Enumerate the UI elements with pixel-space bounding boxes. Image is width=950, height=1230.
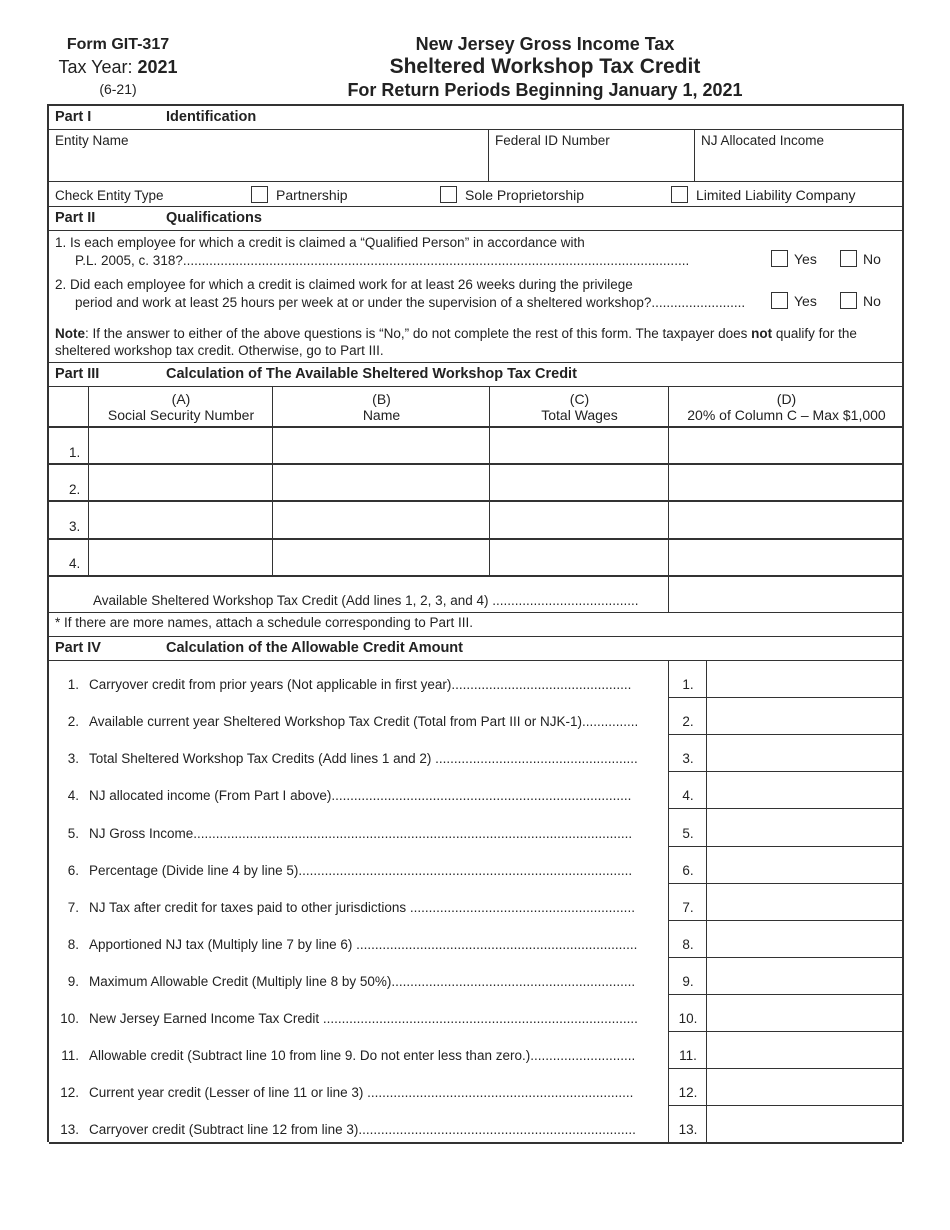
question-1-no[interactable]: No — [840, 250, 881, 267]
checkbox[interactable] — [440, 186, 457, 203]
part4-amount-field[interactable] — [708, 699, 903, 733]
part4-line-number-box: 2. — [682, 714, 694, 730]
part4-row-divider — [669, 957, 902, 958]
part4-line-number-box: 6. — [682, 862, 694, 878]
part4-line-number: 12. — [60, 1085, 79, 1101]
part4-row-divider — [669, 1068, 902, 1069]
checkbox[interactable] — [840, 292, 857, 309]
part4-line-text: Apportioned NJ tax (Multiply line 7 by line 6) ........................................................................... — [89, 936, 638, 952]
part4-amount-field[interactable] — [708, 848, 903, 882]
form-identifier — [48, 34, 188, 100]
part4-row-divider — [669, 920, 902, 921]
part4-line-number: 6. — [67, 862, 79, 878]
title-line-2: Sheltered Workshop Tax Credit — [389, 55, 701, 78]
part4-amount-field[interactable] — [708, 773, 903, 807]
part3-label: Part III — [55, 366, 100, 382]
part3-row-4: 4. — [69, 556, 81, 571]
part4-line-text: Current year credit (Lesser of line 11 or line 3) ....................................................................... — [89, 1085, 634, 1101]
question-2-no[interactable]: No — [840, 292, 881, 309]
part4-amount-field[interactable] — [708, 1033, 903, 1067]
part3-row-1: 1. — [69, 445, 81, 460]
part4-label: Part IV — [55, 640, 101, 656]
part4-line-number-box: 5. — [682, 825, 694, 841]
part4-line-text: Available current year Sheltered Workshop Tax Credit (Total from Part III or NJK-1)............... — [89, 714, 639, 730]
checkbox[interactable] — [771, 250, 788, 267]
part3-footnote: * If there are more names, attach a schedule corresponding to Part III. — [55, 615, 473, 630]
column-d-header: (D) 20% of Column C – Max $1,000 — [687, 391, 886, 423]
part4-amount-field[interactable] — [708, 736, 903, 770]
form-revision: (6-21) — [99, 81, 137, 97]
part4-line-number: 5. — [67, 825, 79, 841]
part4-line-number: 4. — [67, 788, 79, 804]
part4-row-divider — [669, 697, 902, 698]
tax-year: Tax Year: 2021 — [58, 57, 178, 77]
part4-row-divider — [669, 1105, 902, 1106]
part4-row-divider — [669, 846, 902, 847]
check-entity-type-label: Check Entity Type — [55, 188, 164, 203]
part3-total-label: Available Sheltered Workshop Tax Credit (Add lines 1, 2, 3, and 4) ....................................... — [93, 593, 639, 608]
part4-line-number: 10. — [60, 1011, 79, 1026]
part4-line-number-box: 11. — [679, 1048, 697, 1064]
part4-line-text: Carryover credit from prior years (Not applicable in first year)................................................ — [89, 677, 632, 693]
part1-heading: Identification — [166, 109, 257, 125]
part4-amount-field[interactable] — [708, 1070, 903, 1104]
question-2-line-2: period and work at least 25 hours per week at or under the supervision of a sheltered workshop?......................... — [75, 295, 746, 310]
federal-id-field[interactable]: Federal ID Number — [495, 133, 610, 148]
part4-line-number-box: 8. — [682, 936, 694, 952]
part4-amount-field[interactable] — [708, 922, 903, 956]
part3-heading: Calculation of The Available Sheltered Workshop Tax Credit — [166, 366, 577, 382]
part4-row-divider — [669, 771, 902, 772]
part4-amount-field[interactable] — [708, 662, 903, 696]
part4-line-text: Total Sheltered Workshop Tax Credits (Add lines 1 and 2) ...................................................... — [89, 751, 638, 767]
part4-line-number-box: 13. — [678, 1122, 698, 1138]
part4-line-text: Carryover credit (Subtract line 12 from line 3).......................................................................... — [89, 1122, 636, 1138]
title-line-3: For Return Periods Beginning January 1, 2021 — [347, 80, 743, 100]
checkbox[interactable] — [671, 186, 688, 203]
question-1-line-2: P.L. 2005, c. 318?....................................................................................................................................... — [75, 253, 690, 268]
part4-heading: Calculation of the Allowable Credit Amount — [166, 640, 463, 656]
part4-amount-field[interactable] — [708, 885, 903, 919]
part4-line-number-box: 4. — [682, 788, 694, 804]
form-title — [300, 34, 790, 101]
question-1-yes[interactable]: Yes — [771, 250, 817, 267]
part4-line-number-box: 12. — [678, 1085, 698, 1101]
part4-line-number: 1. — [67, 677, 79, 693]
part4-row-divider — [669, 994, 902, 995]
part2-label: Part II — [55, 210, 96, 226]
form-bottom-border — [49, 1142, 902, 1144]
part4-line-number: 8. — [67, 936, 79, 952]
question-2-line-1: 2. Did each employee for which a credit is claimed work for at least 26 weeks during the privilege — [55, 277, 633, 292]
part4-line-number: 2. — [67, 714, 79, 730]
part4-line-number-box: 10. — [678, 1011, 698, 1026]
part3-row-2: 2. — [69, 482, 81, 497]
nj-allocated-income-field[interactable]: NJ Allocated Income — [701, 133, 825, 148]
checkbox[interactable] — [771, 292, 788, 309]
part4-amount-field[interactable] — [708, 1107, 903, 1141]
entity-type-llc[interactable]: Limited Liability Company — [671, 186, 856, 203]
part3-row-3: 3. — [69, 519, 81, 534]
part4-line-number-box: 3. — [682, 751, 694, 767]
checkbox[interactable] — [251, 186, 268, 203]
part4-line-number: 7. — [67, 899, 79, 915]
part4-line-text: New Jersey Earned Income Tax Credit .................................................................................... — [89, 1011, 638, 1026]
part4-amount-field[interactable] — [708, 996, 903, 1030]
question-1-line-1: 1. Is each employee for which a credit is claimed a “Qualified Person” in accordance with — [55, 235, 585, 250]
part4-line-number: 9. — [67, 973, 79, 989]
part4-line-text: NJ Tax after credit for taxes paid to other jurisdictions ............................................................ — [89, 899, 635, 915]
part4-line-text: Maximum Allowable Credit (Multiply line 8 by 50%)................................................................. — [89, 973, 636, 989]
part4-line-text: NJ Gross Income..................................................................................................................... — [89, 825, 633, 841]
form-number: Form GIT-317 — [66, 36, 170, 53]
entity-type-sole-proprietorship[interactable]: Sole Proprietorship — [440, 186, 584, 203]
part4-amount-field[interactable] — [708, 959, 903, 993]
part2-heading: Qualifications — [166, 210, 262, 226]
part4-row-divider — [669, 734, 902, 735]
part4-row-divider — [669, 808, 902, 809]
checkbox[interactable] — [840, 250, 857, 267]
column-a-header: (A) Social Security Number — [107, 391, 255, 423]
part4-line-number: 11. — [61, 1048, 79, 1064]
part4-line-number-box: 7. — [682, 899, 694, 915]
part4-line-text: NJ allocated income (From Part I above)................................................................................ — [89, 788, 632, 804]
column-b-header: (B) Name — [362, 391, 401, 423]
part4-row-divider — [669, 1031, 902, 1032]
entity-name-field[interactable]: Entity Name — [55, 133, 129, 148]
form-body — [47, 104, 904, 1142]
part4-line-number: 13. — [60, 1122, 79, 1138]
part4-line-text: Percentage (Divide line 4 by line 5)......................................................................................... — [89, 862, 633, 878]
part4-amount-field[interactable] — [708, 810, 903, 844]
title-line-1: New Jersey Gross Income Tax — [415, 34, 675, 54]
qualification-note: Note: If the answer to either of the above questions is “No,” do not complete the rest of this form. The taxpayer does not qualify for the sheltered workshop tax credit. Otherwise, go to Part III. — [55, 326, 857, 358]
part4-line-number-box: 9. — [682, 973, 694, 989]
question-2-yes[interactable]: Yes — [771, 292, 817, 309]
entity-type-partnership[interactable]: Partnership — [251, 186, 348, 203]
part4-line-number-box: 1. — [682, 677, 694, 693]
part4-row-divider — [669, 883, 902, 884]
part4-line-text: Allowable credit (Subtract line 10 from line 9. Do not enter less than zero.)............................ — [89, 1048, 636, 1064]
part4-line-number: 3. — [67, 751, 79, 767]
column-c-header: (C) Total Wages — [541, 391, 618, 423]
part1-label: Part I — [55, 109, 92, 125]
